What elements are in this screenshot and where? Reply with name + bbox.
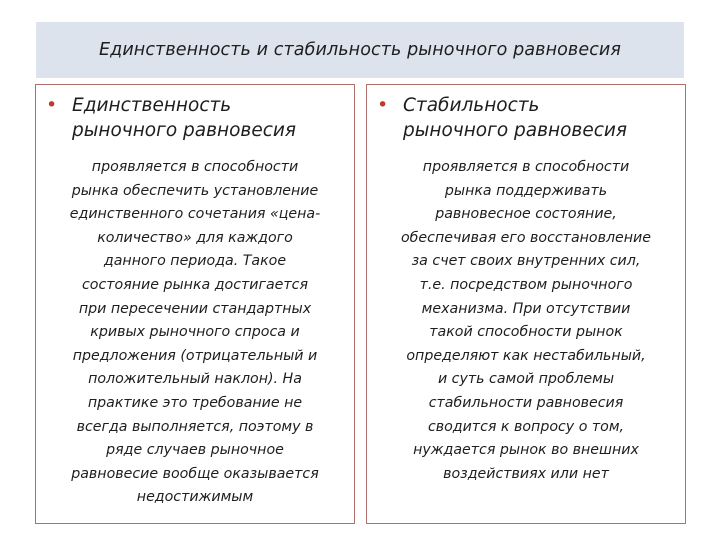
heading-line: Единственность <box>72 95 232 116</box>
heading-line: рыночного равновесия <box>72 120 297 141</box>
bullet-icon: • <box>46 94 58 116</box>
column-heading-text <box>403 93 627 143</box>
body-line: всегда выполняется, поэтому в <box>76 418 314 435</box>
body-line: ряде случаев рыночное <box>106 442 284 459</box>
body-line: единственного сочетания «цена- <box>69 206 321 223</box>
body-line: т.е. посредством рыночного <box>419 276 633 293</box>
heading-line: Стабильность <box>403 95 540 116</box>
body-line: при пересечении стандартных <box>78 300 312 317</box>
body-line: количество» для каждого <box>97 229 293 246</box>
column-heading <box>36 93 354 143</box>
column-body <box>42 156 348 510</box>
body-line: кривых рыночного спроса и <box>90 324 300 341</box>
body-line: состояние рынка достигается <box>81 276 308 293</box>
column-body <box>373 156 679 486</box>
slide-title: Единственность и стабильность рыночного равновесия <box>98 40 622 60</box>
heading-line: рыночного равновесия <box>403 120 628 141</box>
body-line: сводится к вопросу о том, <box>427 418 625 435</box>
bullet-icon: • <box>377 94 389 116</box>
body-line: стабильности равновесия <box>428 394 624 411</box>
body-line: равновесие вообще оказывается <box>71 465 319 482</box>
body-line: проявляется в способности <box>422 159 630 175</box>
body-line: рынка обеспечить установление <box>71 182 319 199</box>
column-heading-text <box>72 93 296 143</box>
body-line: определяют как нестабильный, <box>406 347 646 364</box>
body-line: рынка поддерживать <box>444 182 608 199</box>
body-line: и суть самой проблемы <box>437 371 615 388</box>
body-line: недостижимым <box>136 489 254 506</box>
body-line: обеспечивая его восстановление <box>401 229 651 246</box>
column-uniqueness <box>35 84 355 524</box>
body-line: положительный наклон). На <box>88 371 302 388</box>
body-line: за счет своих внутренних сил, <box>411 253 641 270</box>
title-bar <box>36 22 684 78</box>
body-line: такой способности рынок <box>429 324 623 341</box>
body-line: данного периода. Такое <box>103 253 287 270</box>
body-line: проявляется в способности <box>91 159 299 175</box>
body-line: воздействиях или нет <box>443 465 609 482</box>
body-line: предложения (отрицательный и <box>72 347 318 364</box>
column-heading <box>367 93 685 143</box>
body-line: нуждается рынок во внешних <box>413 442 639 459</box>
body-line: механизма. При отсутствии <box>421 300 631 317</box>
body-line: равновесное состояние, <box>435 206 617 223</box>
body-line: практике это требование не <box>87 394 303 411</box>
column-stability <box>366 84 686 524</box>
